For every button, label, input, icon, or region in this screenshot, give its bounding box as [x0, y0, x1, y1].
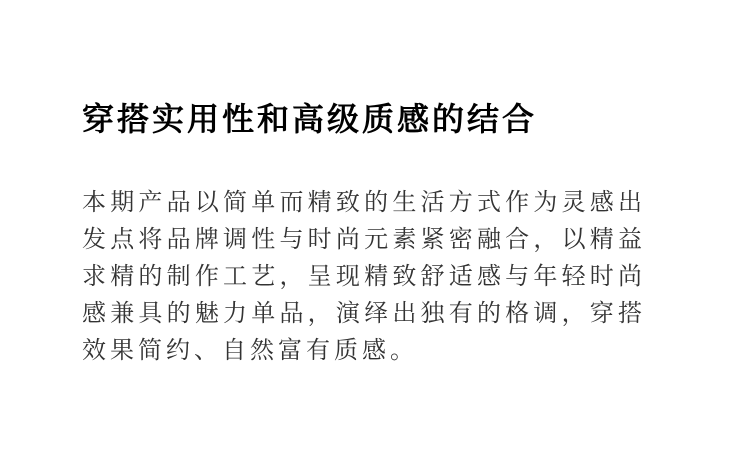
- text-content-block: [82, 0, 646, 369]
- section-title: 穿搭实用性和高级质感的结合: [82, 101, 538, 137]
- description-text: 本期产品以简单而精致的生活方式作为灵感出发点将品牌调性与时尚元素紧密融合，以精益求精的制作工艺，呈现精致舒适感与年轻时尚感兼具的魅力单品，演绎出独有的格调，穿搭效果简约、自然富有质感。: [82, 189, 646, 364]
